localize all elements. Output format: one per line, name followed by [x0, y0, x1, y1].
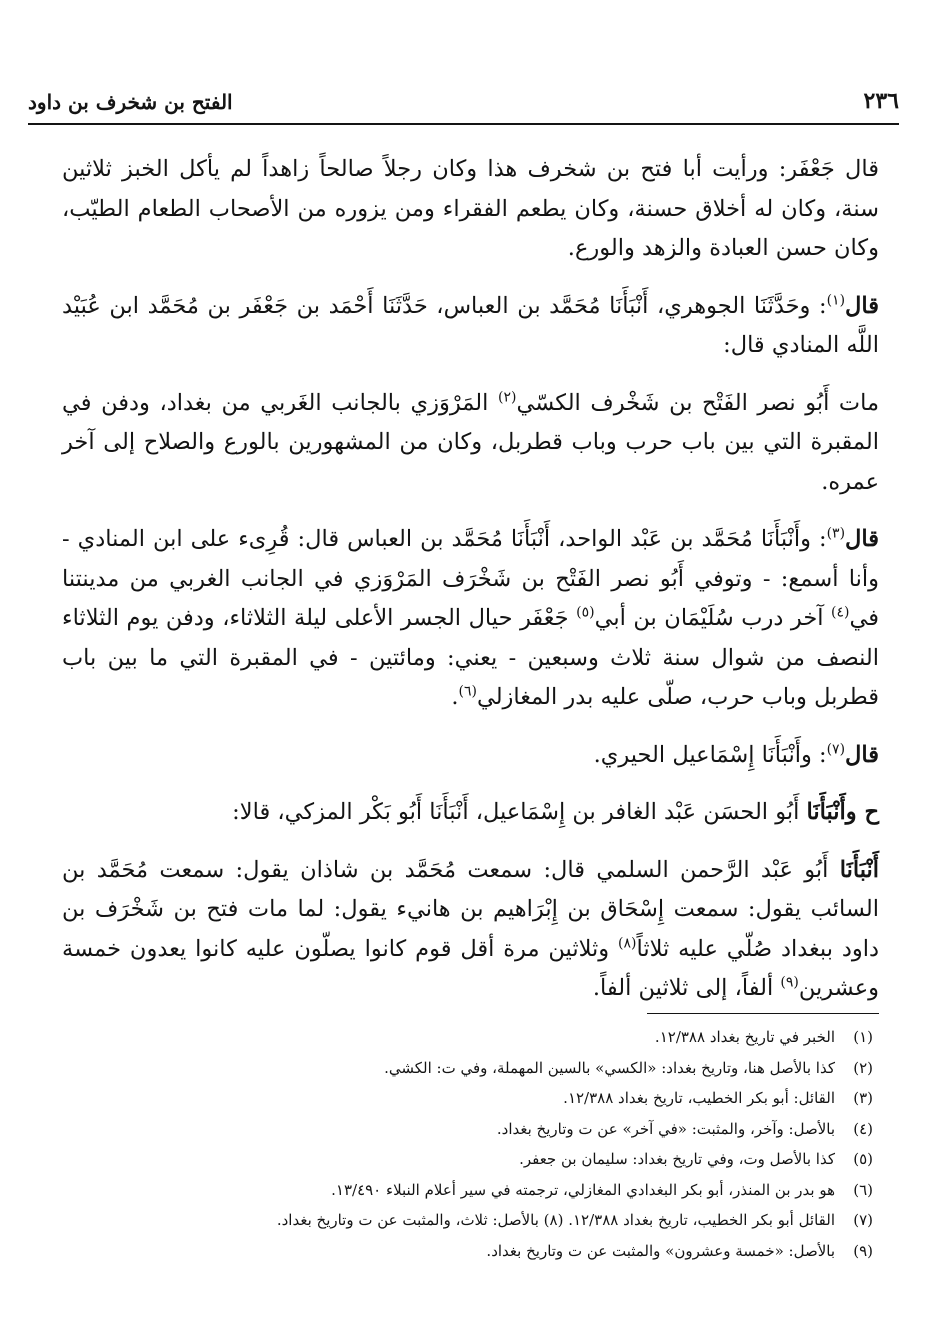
- paragraph-3-text-a: مات أَبُو نصر الفَتْح بن شَخْرف الكسّي: [516, 389, 880, 416]
- paragraph-1: [62, 150, 879, 269]
- footnote-text: كذا بالأصل وت، وفي تاريخ بغداد: سليمان بن جعفر.: [519, 1150, 835, 1168]
- footnote-text: الخبر في تاريخ بغداد ١٢/٣٨٨.: [654, 1028, 835, 1046]
- footnote-ref-7[interactable]: (٧): [826, 741, 846, 757]
- paragraph-4-text-a: : وأَنْبَأَنَا مُحَمَّد بن عَبْد الواحد، أَنْبَأَنَا مُحَمَّد بن العباس قال: قُرِىء على ابن المنادي - وأنا أسمع: - وتوفي أَبُو نصر الفَتْح بن شَخْرَف المَرْوَزي في الجانب الغربي من مدينتنا في: [62, 526, 879, 631]
- page-number: ٢٣٦: [863, 88, 899, 114]
- paragraph-1-text: قال جَعْفَر: ورأيت أبا فتح بن شخرف هذا وكان رجلاً صالحاً زاهداً لم يأكل الخبز ثلاثين سنة، وكان له أخلاق حسنة، وكان يطعم الفقراء ومن يزوره من الأصحاب الطعام الطيّب، وكان حسن العبادة والزهد والورع.: [62, 156, 879, 261]
- running-title: الفتح بن شخرف بن داود: [28, 90, 233, 114]
- paragraph-4-text-d: .: [451, 684, 459, 710]
- page-header: [28, 88, 899, 122]
- footnote-ref-9[interactable]: (٩): [780, 974, 799, 991]
- footnote-ref-5[interactable]: (٥): [576, 604, 595, 621]
- footnote-4: [62, 1114, 873, 1145]
- footnote-5: [62, 1144, 873, 1175]
- footnote-ref-8[interactable]: (٨): [618, 935, 637, 951]
- footnote-ref-4[interactable]: (٤): [831, 604, 850, 621]
- paragraph-4: [62, 520, 879, 718]
- header-rule: [28, 123, 899, 125]
- footnote-text: القائل: أبو بكر الخطيب، تاريخ بغداد ١٢/٣٨٨.: [563, 1089, 835, 1107]
- paragraph-4-text-b: آخر درب سُلَيْمَان بن أبي: [594, 605, 832, 631]
- anbaana-keyword: ح وأَنْبَأَنَا: [806, 799, 879, 825]
- paragraph-7-text-a: أَبُو عَبْد الرَّحمن السلمي قال: سمعت مُحَمَّد بن شاذان يقول: سمعت مُحَمَّد بن السائب يقول: سمعت إِسْحَاق بن إِبْرَاهيم بن هانيء يقول: لما مات فتح بن شَخْرَف بن داود ببغداد صُلّي عليه ثلاثاً: [62, 856, 879, 962]
- footnote-text: هو بدر بن المنذر، أبو بكر البغدادي المغازلي، ترجمته في سير أعلام النبلاء ١٣/٤٩٠.: [331, 1180, 835, 1199]
- paragraph-5-text: : وأَنْبَأَنَا إِسْمَاعيل الحيري.: [593, 741, 827, 768]
- footnote-6: [62, 1175, 873, 1206]
- paragraph-7-text-c: ألفاً، إلى ثلاثين ألفاً.: [592, 975, 781, 1001]
- footnote-3: [62, 1083, 873, 1114]
- paragraph-2-text: : وحَدَّثَنَا الجوهري، أَنْبَأَنَا مُحَمَّد بن العباس، حَدَّثَنَا أَحْمَد بن جَعْفَر بن مُحَمَّد ابن عُبَيْد اللَّه المنادي قال:: [62, 292, 879, 358]
- qala-keyword: قال: [845, 292, 879, 319]
- paragraph-3: [62, 384, 879, 503]
- paragraph-6: [62, 793, 879, 833]
- paragraph-4-text-c: جَعْفَر حيال الجسر الأعلى ليلة الثلاثاء، ودفن يوم الثلاثاء النصف من شوال سنة ثلاث وسبعين - يعني: ومائتين - في المقبرة التي ما بين باب قطربل وباب حرب، صلّى عليه بدر المغازلي: [62, 605, 879, 710]
- qala-keyword: قال: [845, 741, 879, 768]
- footnote-9: [62, 1236, 873, 1267]
- footnote-number: (٦): [853, 1180, 873, 1199]
- paragraph-2: [62, 287, 879, 366]
- footnote-ref-3[interactable]: (٣): [826, 525, 846, 542]
- footnote-text: القائل أبو بكر الخطيب، تاريخ بغداد ١٢/٣٨٨. (٨) بالأصل: ثلاث، والمثبت عن ت وتاريخ بغداد.: [276, 1211, 835, 1229]
- anbaana-keyword: أَنْبَأَنَا: [839, 856, 879, 883]
- footnote-number: (٤): [853, 1119, 873, 1138]
- paragraph-3-text-b: المَرْوَزي بالجانب الغَربي من بغداد، ودفن في المقبرة التي بين باب حرب وباب قطربل، وكان من المشهورين بالورع والصلاح إلى آخر عمره.: [62, 389, 879, 495]
- footnote-text: بالأصل: وآخر، والمثبت: «في آخر» عن ت وتاريخ بغداد.: [496, 1119, 835, 1138]
- body-text: [62, 150, 879, 1027]
- footnote-number: (٩): [853, 1241, 873, 1260]
- footnote-ref-6[interactable]: (٦): [458, 683, 477, 700]
- footnote-text: بالأصل: «خمسة وعشرون» والمثبت عن ت وتاريخ بغداد.: [486, 1241, 835, 1260]
- qala-keyword: قال: [845, 526, 879, 552]
- footnote-rule: [647, 1013, 879, 1014]
- footnote-number: (٧): [853, 1211, 873, 1229]
- paragraph-6-text: أَبُو الحسَن عَبْد الغافر بن إِسْمَاعيل، أَنْبَأَنَا أَبُو بَكْر المزكي، قالا:: [232, 799, 807, 825]
- footnote-number: (٣): [853, 1089, 873, 1107]
- footnote-number: (٥): [853, 1150, 873, 1168]
- footnote-number: (٢): [853, 1058, 873, 1077]
- footnote-1: [62, 1022, 873, 1053]
- paragraph-7: [62, 851, 879, 1009]
- footnote-ref-1[interactable]: (١): [826, 292, 846, 308]
- footnote-2: [62, 1053, 873, 1084]
- footnote-ref-2[interactable]: (٢): [497, 389, 517, 405]
- paragraph-5: [62, 736, 879, 776]
- paragraph-7-text-b: وثلاثين مرة أقل قوم كانوا يصلّون عليه كانوا يعدون خمسة وعشرين: [62, 935, 879, 1001]
- footnotes: [62, 1022, 873, 1266]
- footnote-7-8: [62, 1205, 873, 1236]
- footnote-text: كذا بالأصل هنا، وتاريخ بغداد: «الكسي» بالسين المهملة، وفي ت: الكشي.: [384, 1058, 835, 1077]
- footnote-number: (١): [853, 1028, 873, 1046]
